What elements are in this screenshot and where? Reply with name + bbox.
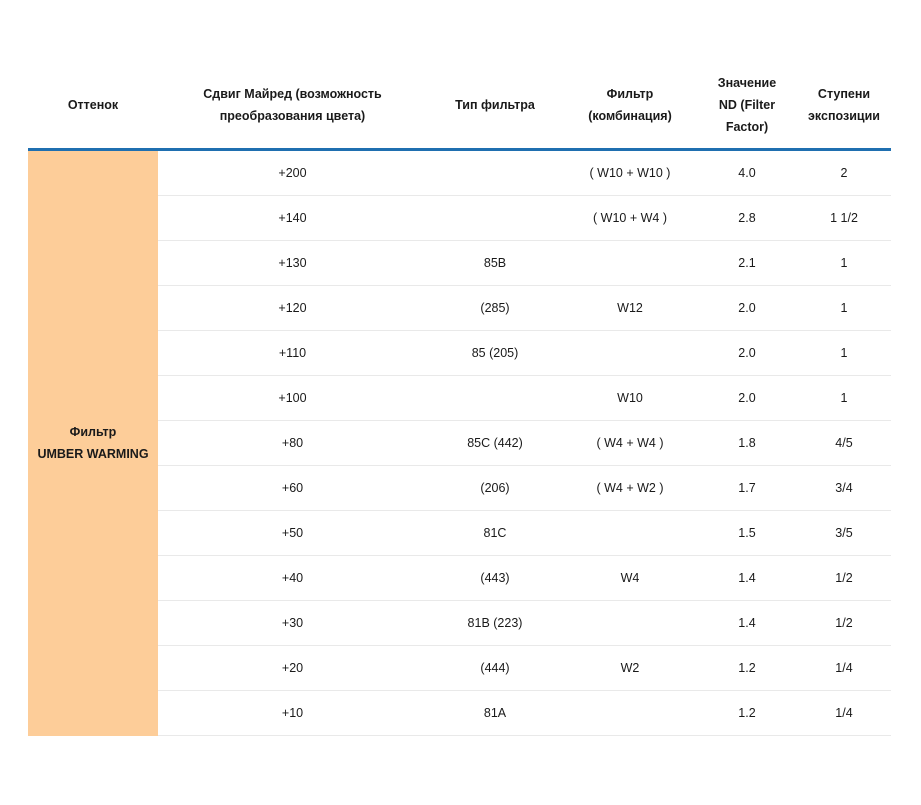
cell-exposure-stops: 1/2 bbox=[797, 556, 891, 601]
table-row bbox=[28, 241, 891, 286]
cell-filter-combo bbox=[563, 691, 697, 736]
cell-mired: +50 bbox=[158, 511, 427, 556]
header-combo-line1: Фильтр bbox=[606, 87, 654, 101]
table-row bbox=[28, 691, 891, 736]
cell-mired: +20 bbox=[158, 646, 427, 691]
cell-filter-type: 85C (442) bbox=[427, 421, 563, 466]
cell-exposure-stops: 1 bbox=[797, 331, 891, 376]
cell-filter-type: (285) bbox=[427, 286, 563, 331]
cell-exposure-stops: 2 bbox=[797, 150, 891, 196]
cell-mired: +10 bbox=[158, 691, 427, 736]
cell-mired: +120 bbox=[158, 286, 427, 331]
cell-exposure-stops: 1/4 bbox=[797, 646, 891, 691]
header-mired-shift bbox=[158, 62, 427, 150]
cell-filter-combo: W4 bbox=[563, 556, 697, 601]
header-nd-value bbox=[697, 62, 797, 150]
cell-mired: +110 bbox=[158, 331, 427, 376]
hue-cell bbox=[28, 150, 158, 736]
cell-mired: +80 bbox=[158, 421, 427, 466]
table-row bbox=[28, 601, 891, 646]
header-mired-line1: Сдвиг Майред (возможность bbox=[203, 87, 382, 101]
cell-nd-value: 2.0 bbox=[697, 376, 797, 421]
cell-exposure-stops: 3/5 bbox=[797, 511, 891, 556]
cell-mired: +30 bbox=[158, 601, 427, 646]
cell-exposure-stops: 1/4 bbox=[797, 691, 891, 736]
cell-filter-type bbox=[427, 150, 563, 196]
cell-filter-type: 81A bbox=[427, 691, 563, 736]
cell-filter-combo: W10 bbox=[563, 376, 697, 421]
header-stops-line2: экспозиции bbox=[808, 109, 880, 123]
cell-filter-combo bbox=[563, 601, 697, 646]
cell-filter-type: (444) bbox=[427, 646, 563, 691]
table-row bbox=[28, 376, 891, 421]
cell-exposure-stops: 1 bbox=[797, 376, 891, 421]
cell-filter-type: 85B bbox=[427, 241, 563, 286]
cell-filter-combo bbox=[563, 241, 697, 286]
cell-exposure-stops: 1 bbox=[797, 286, 891, 331]
cell-nd-value: 1.4 bbox=[697, 601, 797, 646]
cell-nd-value: 1.7 bbox=[697, 466, 797, 511]
hue-label-line2: UMBER WARMING bbox=[37, 447, 149, 462]
header-filter-type bbox=[427, 62, 563, 150]
header-nd-line2: ND (Filter bbox=[718, 98, 776, 112]
cell-nd-value: 1.8 bbox=[697, 421, 797, 466]
cell-filter-combo: ( W4 + W2 ) bbox=[563, 466, 697, 511]
cell-mired: +100 bbox=[158, 376, 427, 421]
header-hue-label: Оттенок bbox=[67, 98, 119, 112]
cell-mired: +200 bbox=[158, 150, 427, 196]
cell-filter-combo bbox=[563, 511, 697, 556]
cell-filter-combo bbox=[563, 331, 697, 376]
cell-nd-value: 2.1 bbox=[697, 241, 797, 286]
cell-filter-type: 85 (205) bbox=[427, 331, 563, 376]
cell-filter-combo: W2 bbox=[563, 646, 697, 691]
table-row bbox=[28, 556, 891, 601]
cell-nd-value: 1.5 bbox=[697, 511, 797, 556]
cell-mired: +130 bbox=[158, 241, 427, 286]
cell-exposure-stops: 1 1/2 bbox=[797, 196, 891, 241]
header-nd-line1: Значение bbox=[717, 76, 777, 90]
table-row bbox=[28, 150, 891, 196]
cell-filter-combo: ( W10 + W4 ) bbox=[563, 196, 697, 241]
cell-mired: +40 bbox=[158, 556, 427, 601]
cell-filter-combo: ( W4 + W4 ) bbox=[563, 421, 697, 466]
header-exposure-stops bbox=[797, 62, 891, 150]
cell-mired: +140 bbox=[158, 196, 427, 241]
cell-filter-type bbox=[427, 376, 563, 421]
table-row bbox=[28, 646, 891, 691]
cell-exposure-stops: 3/4 bbox=[797, 466, 891, 511]
cell-filter-type: (206) bbox=[427, 466, 563, 511]
table-row bbox=[28, 466, 891, 511]
cell-filter-type: (443) bbox=[427, 556, 563, 601]
cell-exposure-stops: 4/5 bbox=[797, 421, 891, 466]
cell-filter-type: 81B (223) bbox=[427, 601, 563, 646]
cell-nd-value: 1.4 bbox=[697, 556, 797, 601]
cell-filter-combo: ( W10 + W10 ) bbox=[563, 150, 697, 196]
cell-nd-value: 2.0 bbox=[697, 286, 797, 331]
cell-nd-value: 4.0 bbox=[697, 150, 797, 196]
header-stops-line1: Ступени bbox=[817, 87, 871, 101]
header-filter-combo bbox=[563, 62, 697, 150]
table-row bbox=[28, 286, 891, 331]
filter-table-container bbox=[28, 62, 891, 736]
cell-nd-value: 1.2 bbox=[697, 691, 797, 736]
header-filter-type-label: Тип фильтра bbox=[455, 98, 535, 112]
header-nd-line3: Factor) bbox=[725, 120, 769, 134]
table-row bbox=[28, 331, 891, 376]
table-row bbox=[28, 511, 891, 556]
cell-filter-type bbox=[427, 196, 563, 241]
cell-mired: +60 bbox=[158, 466, 427, 511]
cell-exposure-stops: 1 bbox=[797, 241, 891, 286]
header-mired-line2: преобразования цвета) bbox=[219, 109, 366, 123]
table-row bbox=[28, 196, 891, 241]
cell-filter-combo: W12 bbox=[563, 286, 697, 331]
cell-nd-value: 2.0 bbox=[697, 331, 797, 376]
cell-nd-value: 1.2 bbox=[697, 646, 797, 691]
header-hue bbox=[28, 62, 158, 150]
cell-exposure-stops: 1/2 bbox=[797, 601, 891, 646]
table-body bbox=[28, 150, 891, 736]
header-row bbox=[28, 62, 891, 150]
filter-table bbox=[28, 62, 891, 736]
table-row bbox=[28, 421, 891, 466]
cell-nd-value: 2.8 bbox=[697, 196, 797, 241]
cell-filter-type: 81C bbox=[427, 511, 563, 556]
table-header bbox=[28, 62, 891, 150]
hue-label-line1: Фильтр bbox=[69, 425, 117, 440]
header-combo-line2: (комбинация) bbox=[588, 109, 672, 123]
